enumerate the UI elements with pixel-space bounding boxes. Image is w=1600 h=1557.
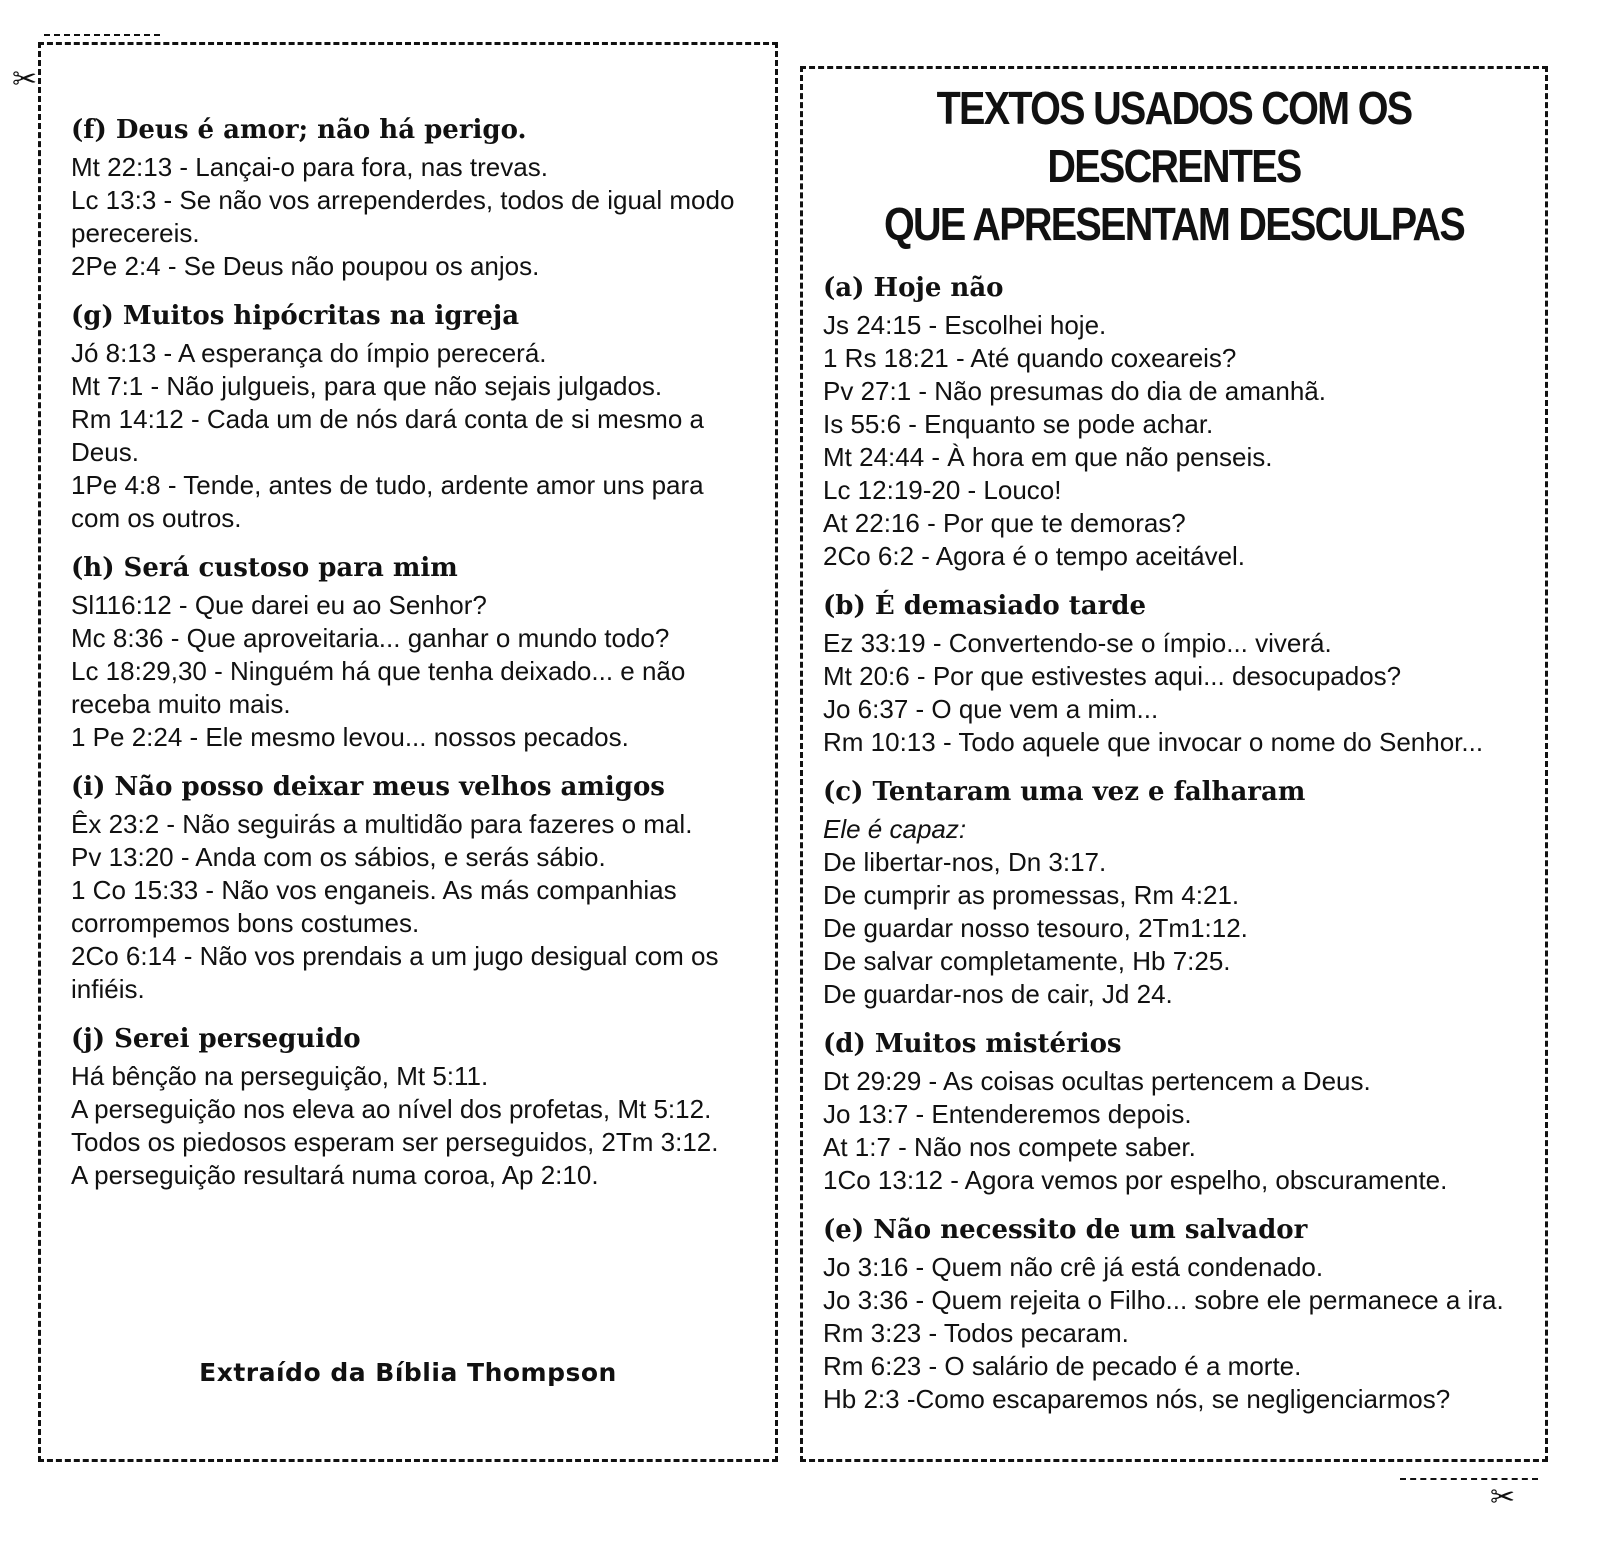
verse-line: 2Co 6:14 - Não vos prendais a um jugo desigual com os infiéis.: [71, 941, 719, 1004]
verse-line: A perseguição nos eleva ao nível dos profetas, Mt 5:12.: [71, 1094, 712, 1124]
section-heading: (j) Serei perseguido: [71, 1024, 361, 1054]
verse-line: Dt 29:29 - As coisas ocultas pertencem a Deus.: [823, 1066, 1371, 1096]
title-line-2: QUE APRESENTAM DESCULPAS: [883, 198, 1465, 250]
verse-line: 2Pe 2:4 - Se Deus não poupou os anjos.: [71, 251, 540, 281]
verse-line: Lc 18:29,30 - Ninguém há que tenha deixado... e não receba muito mais.: [71, 656, 686, 719]
section-heading: (f) Deus é amor; não há perigo.: [71, 115, 527, 145]
verse-line: Jo 13:7 - Entenderemos depois.: [823, 1099, 1192, 1129]
verse-line: De cumprir as promessas, Rm 4:21.: [823, 880, 1240, 910]
verse-line: De guardar-nos de cair, Jd 24.: [823, 979, 1173, 1009]
verse-line: Lc 13:3 - Se não vos arrependerdes, todos de igual modo perecereis.: [71, 185, 735, 248]
verse-line: De salvar completamente, Hb 7:25.: [823, 946, 1231, 976]
right-section-list: [823, 271, 1525, 1416]
verse-line: 1Co 13:12 - Agora vemos por espelho, obscuramente.: [823, 1165, 1448, 1195]
verse-line: Rm 10:13 - Todo aquele que invocar o nome do Senhor...: [823, 727, 1484, 757]
excuse-section: [823, 271, 1525, 573]
verse-line: 1 Pe 2:24 - Ele mesmo levou... nossos pecados.: [71, 722, 629, 752]
excuse-section: [71, 551, 755, 754]
verse-line: Mt 24:44 - À hora em que não penseis.: [823, 442, 1273, 472]
section-heading: (c) Tentaram uma vez e falharam: [823, 777, 1306, 807]
verse-line: De guardar nosso tesouro, 2Tm1:12.: [823, 913, 1248, 943]
excuse-section: [71, 1022, 755, 1192]
excuse-section: [71, 299, 755, 535]
section-heading: (i) Não posso deixar meus velhos amigos: [71, 772, 665, 802]
section-heading: (b) É demasiado tarde: [823, 591, 1146, 621]
cut-guide-bottom-right: [1400, 1478, 1538, 1480]
verse-line: 1 Rs 18:21 - Até quando coxeareis?: [823, 343, 1237, 373]
verse-line: Rm 14:12 - Cada um de nós dará conta de si mesmo a Deus.: [71, 404, 704, 467]
verse-line: Mt 22:13 - Lançai-o para fora, nas trevas.: [71, 152, 548, 182]
verse-line: Sl116:12 - Que darei eu ao Senhor?: [71, 590, 487, 620]
left-panel: [38, 42, 778, 1462]
verse-line: At 22:16 - Por que te demoras?: [823, 508, 1186, 538]
section-heading: (g) Muitos hipócritas na igreja: [71, 301, 520, 331]
verse-line: Js 24:15 - Escolhei hoje.: [823, 310, 1107, 340]
verse-line: Is 55:6 - Enquanto se pode achar.: [823, 409, 1214, 439]
verse-line: Lc 12:19-20 - Louco!: [823, 475, 1062, 505]
page-title: [872, 79, 1476, 253]
section-heading: (h) Será custoso para mim: [71, 553, 458, 583]
verse-line: 1 Co 15:33 - Não vos enganeis. As más companhias corrompemos bons costumes.: [71, 875, 677, 938]
verse-line: Jó 8:13 - A esperança do ímpio perecerá.: [71, 338, 547, 368]
verse-line: Jo 6:37 - O que vem a mim...: [823, 694, 1159, 724]
section-heading: (d) Muitos mistérios: [823, 1029, 1122, 1059]
verse-line: Pv 27:1 - Não presumas do dia de amanhã.: [823, 376, 1326, 406]
section-lead: Ele é capaz:: [823, 814, 967, 844]
verse-line: Rm 3:23 - Todos pecaram.: [823, 1318, 1129, 1348]
excuse-section: [71, 113, 755, 283]
verse-line: Há bênção na perseguição, Mt 5:11.: [71, 1061, 489, 1091]
excuse-section: [823, 1027, 1525, 1197]
verse-line: Pv 13:20 - Anda com os sábios, e serás sábio.: [71, 842, 606, 872]
section-heading: (e) Não necessito de um salvador: [823, 1215, 1308, 1245]
verse-line: 1Pe 4:8 - Tende, antes de tudo, ardente amor uns para com os outros.: [71, 470, 704, 533]
verse-line: Hb 2:3 -Como escaparemos nós, se negligenciarmos?: [823, 1384, 1451, 1414]
excuse-section: [823, 775, 1525, 1011]
verse-line: Mt 20:6 - Por que estivestes aqui... desocupados?: [823, 661, 1402, 691]
verse-line: Todos os piedosos esperam ser perseguidos, 2Tm 3:12.: [71, 1127, 719, 1157]
excuse-section: [823, 589, 1525, 759]
scissors-icon: ✂: [1490, 1480, 1516, 1515]
verse-line: Jo 3:16 - Quem não crê já está condenado.: [823, 1252, 1324, 1282]
left-section-list: [71, 113, 755, 1192]
section-heading: (a) Hoje não: [823, 273, 1004, 303]
verse-line: Mc 8:36 - Que aproveitaria... ganhar o mundo todo?: [71, 623, 670, 653]
excuse-section: [71, 770, 755, 1006]
verse-line: A perseguição resultará numa coroa, Ap 2:10.: [71, 1160, 599, 1190]
verse-line: De libertar-nos, Dn 3:17.: [823, 847, 1107, 877]
verse-line: Ez 33:19 - Convertendo-se o ímpio... viverá.: [823, 628, 1332, 658]
verse-line: At 1:7 - Não nos compete saber.: [823, 1132, 1196, 1162]
cut-guide-top-left: [44, 34, 160, 36]
verse-line: Rm 6:23 - O salário de pecado é a morte.: [823, 1351, 1302, 1381]
excuse-section: [823, 1213, 1525, 1416]
verse-line: 2Co 6:2 - Agora é o tempo aceitável.: [823, 541, 1246, 571]
verse-line: Jo 3:36 - Quem rejeita o Filho... sobre ele permanece a ira.: [823, 1285, 1504, 1315]
right-panel: [800, 66, 1548, 1462]
verse-line: Mt 7:1 - Não julgueis, para que não sejais julgados.: [71, 371, 663, 401]
scissors-icon: ✂: [12, 62, 38, 97]
verse-line: Êx 23:2 - Não seguirás a multidão para fazeres o mal.: [71, 809, 693, 839]
source-credit: Extraído da Bíblia Thompson: [199, 1358, 617, 1387]
title-line-1: TEXTOS USADOS COM OS DESCRENTES: [936, 82, 1412, 192]
